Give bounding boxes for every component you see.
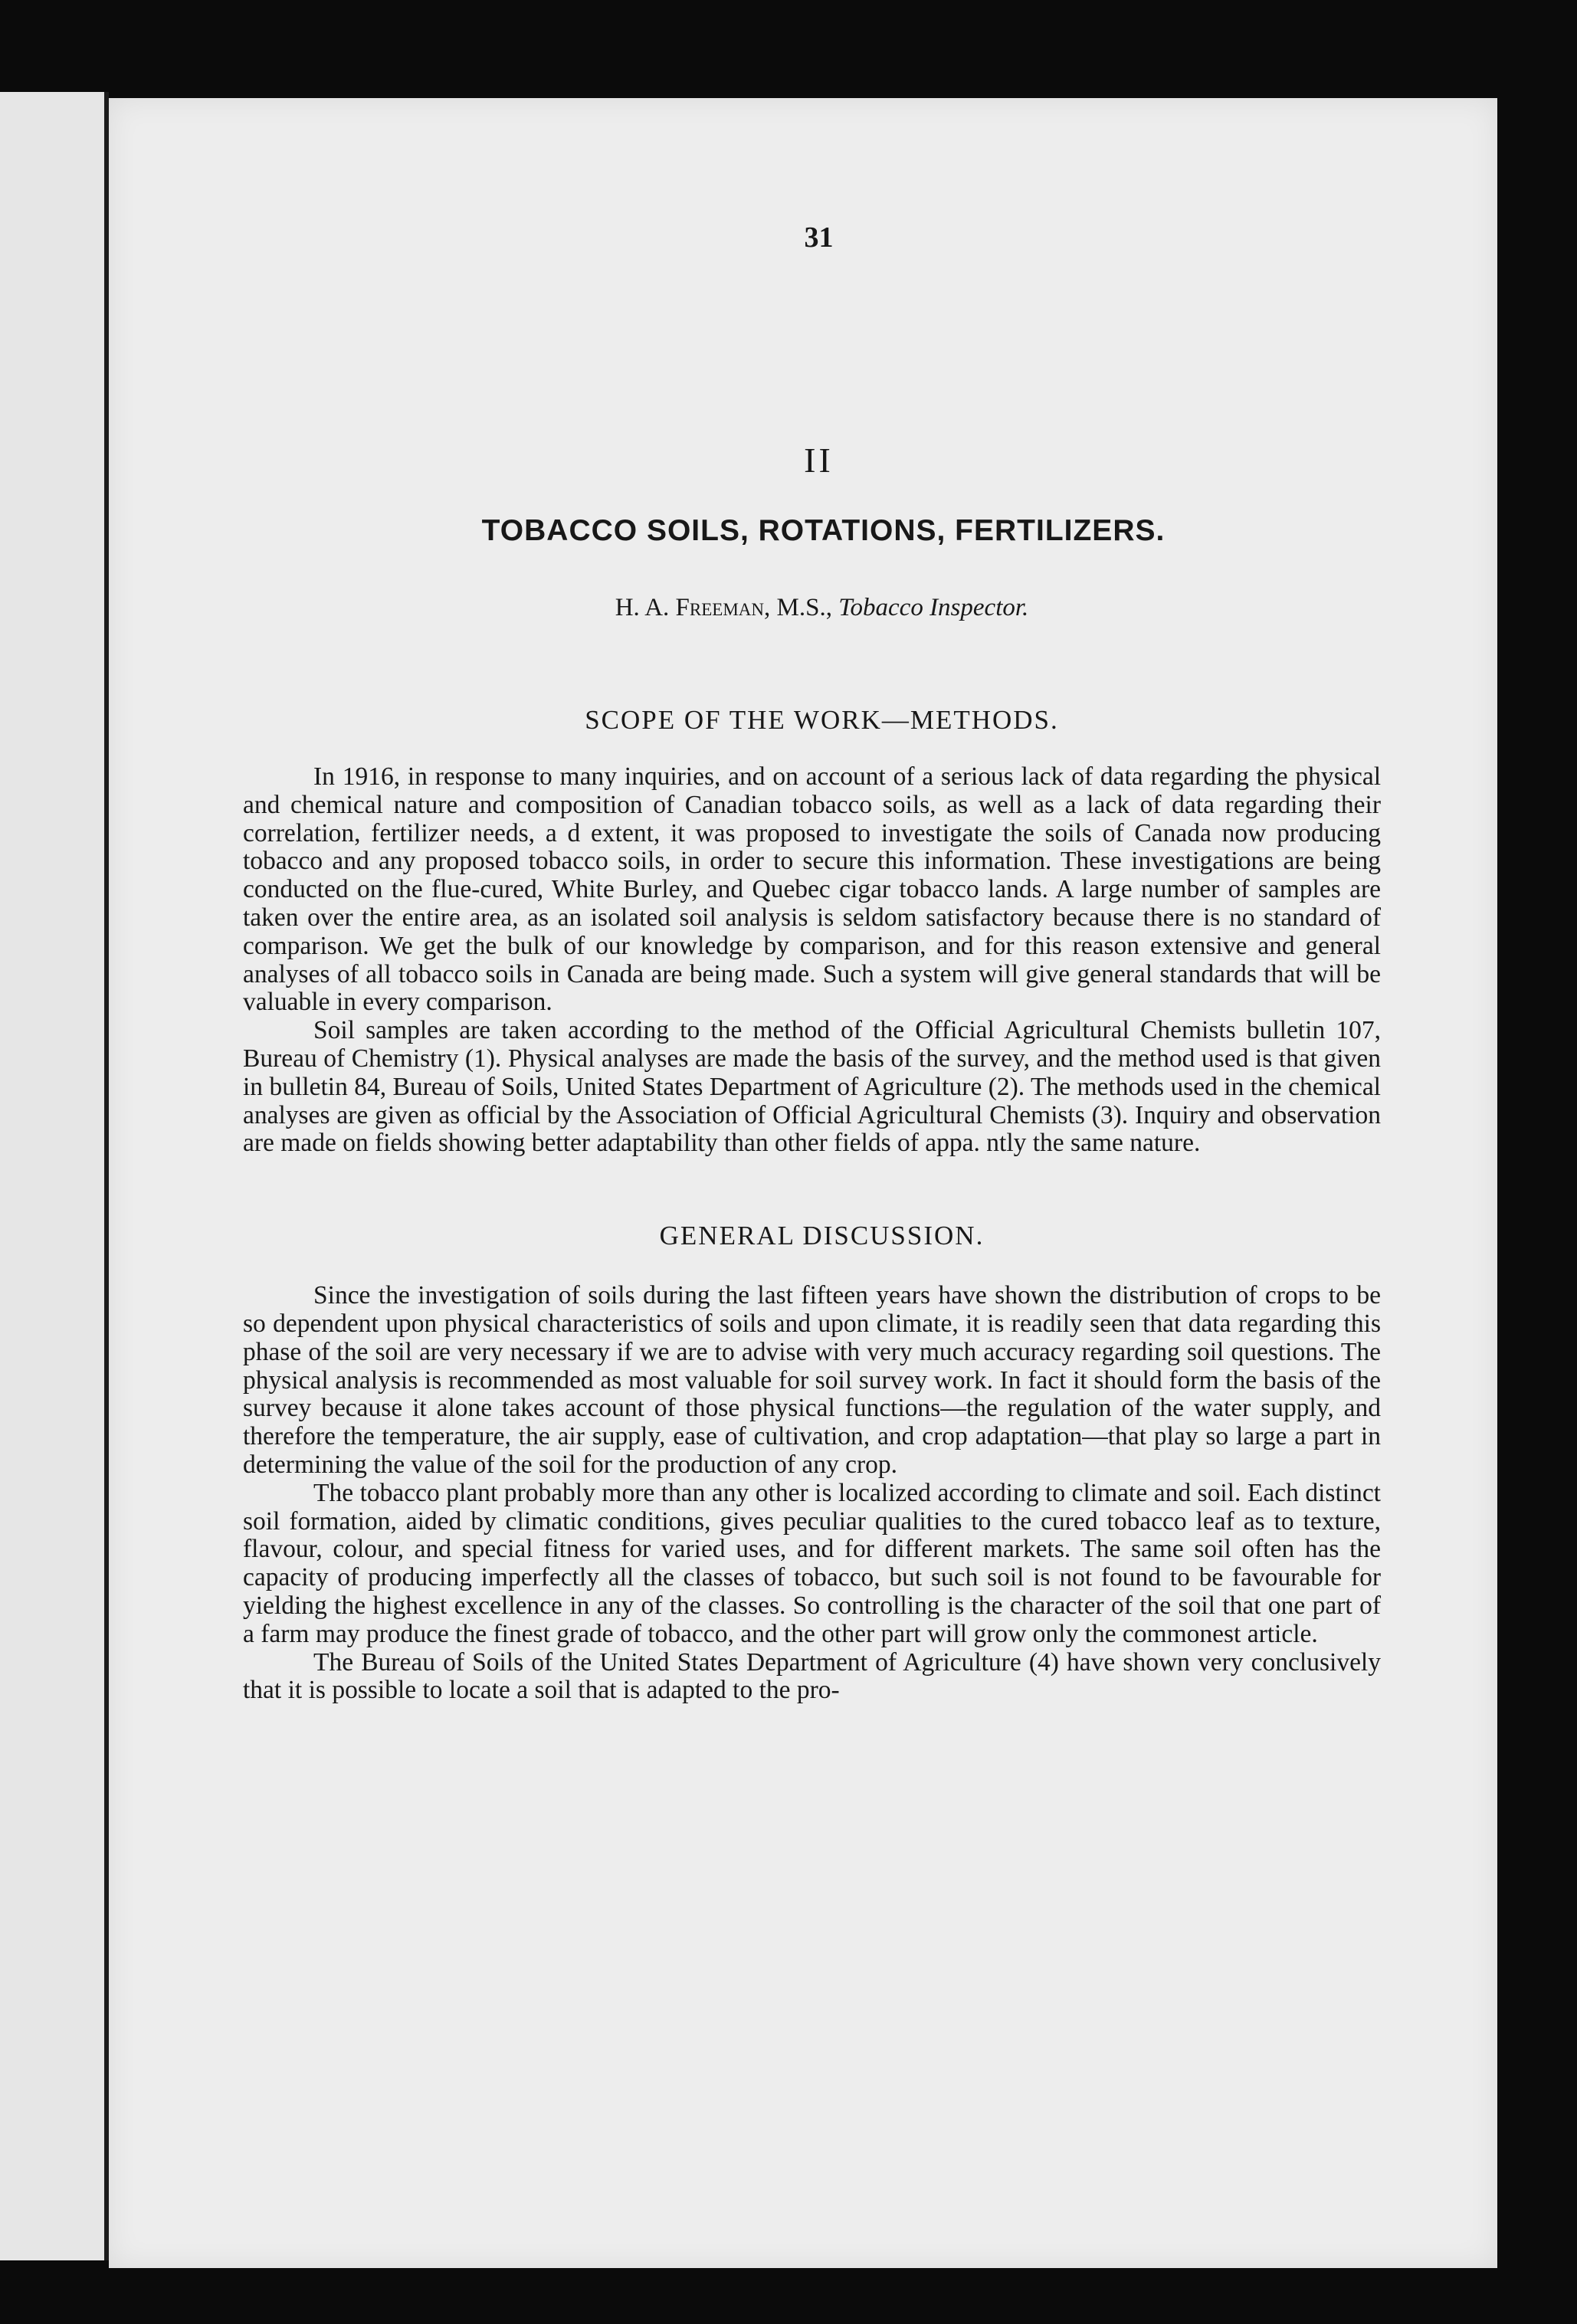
paragraph: Soil samples are taken according to the method of the Official Agricultural Chemists bulletin 107, Bureau of Chemistry (1). Physical analyses are made the basis of the survey, and the method used is that given in bulletin 84, Bureau of Soils, United States Department of Agriculture (2). The methods used in the chemical analyses are given as official by the Association of Official Agricultural Chemists (3). Inquiry and observation are made on fields showing better adaptability than other fields of appa. ntly the same nature. (243, 1016, 1381, 1158)
paragraph: The Bureau of Soils of the United States Department of Agriculture (4) have shown very conclusively that it is possible to locate a soil that is adapted to the pro- (243, 1647, 1381, 1705)
author-initials: H. A. (615, 594, 676, 621)
page-content (243, 221, 1381, 1705)
author-line (243, 594, 1381, 622)
chapter-numeral: II (804, 441, 834, 480)
paragraph: In 1916, in response to many inquiries, and on account of a serious lack of data regarding the physical and chemical nature and composition of Canadian tobacco soils, as well as a lack of data regarding their correlation, fertilizer needs, a d extent, it was proposed to investigate the soils of Canada now producing tobacco and any proposed tobacco soils, in order to secure this information. These investigations are being conducted on the flue-cured, White Burley, and Quebec cigar tobacco lands. A large number of samples are taken over the entire area, as an isolated soil analysis is seldom satisfactory because there is no standard of comparison. We get the bulk of our knowledge by comparison, and for this reason extensive and general analyses of all tobacco soils in Canada are being made. Such a system will give general standards that will be valuable in every comparison. (243, 762, 1381, 1017)
section-heading-scope: SCOPE OF THE WORK—METHODS. (585, 705, 1059, 735)
chapter-title: TOBACCO SOILS, ROTATIONS, FERTILIZERS. (481, 514, 1166, 547)
page-number: 31 (804, 221, 834, 254)
paragraph: The tobacco plant probably more than any other is localized according to climate and soil. Each distinct soil formation, aided by climatic conditions, gives peculiar qualities to the cured tobacco leaf as to texture, flavour, colour, and special fitness for varied uses, and for different markets. The same soil often has the capacity of producing imperfectly all the classes of tobacco, but such soil is not found to be favourable for yielding the highest excellence in any of the classes. So controlling is the character of the soil that one part of a farm may produce the finest grade of tobacco, and the other part will grow only the commonest article. (243, 1478, 1381, 1648)
author-surname: Freeman (675, 594, 764, 621)
author-role: Tobacco Inspector. (838, 594, 1029, 621)
section-heading-discussion: GENERAL DISCUSSION. (659, 1221, 985, 1251)
paragraph: Since the investigation of soils during the last fifteen years have shown the distribution of crops to be so dependent upon physical characteristics of soils and upon climate, it is readily seen that data regarding this phase of the soil are very necessary if we are to advise with very much accuracy regarding soil questions. The physical analysis is recommended as most valuable for soil survey work. In fact it should form the basis of the survey because it alone takes account of those physical functions—the regulation of the water supply, and therefore the temperature, the air supply, ease of cultivation, and crop adaptation—that play so large a part in determining the value of the soil for the production of any crop. (243, 1281, 1381, 1479)
scanned-page (109, 98, 1497, 2268)
adjacent-page-edge (0, 92, 107, 2260)
author-degree: , M.S., (764, 594, 839, 621)
